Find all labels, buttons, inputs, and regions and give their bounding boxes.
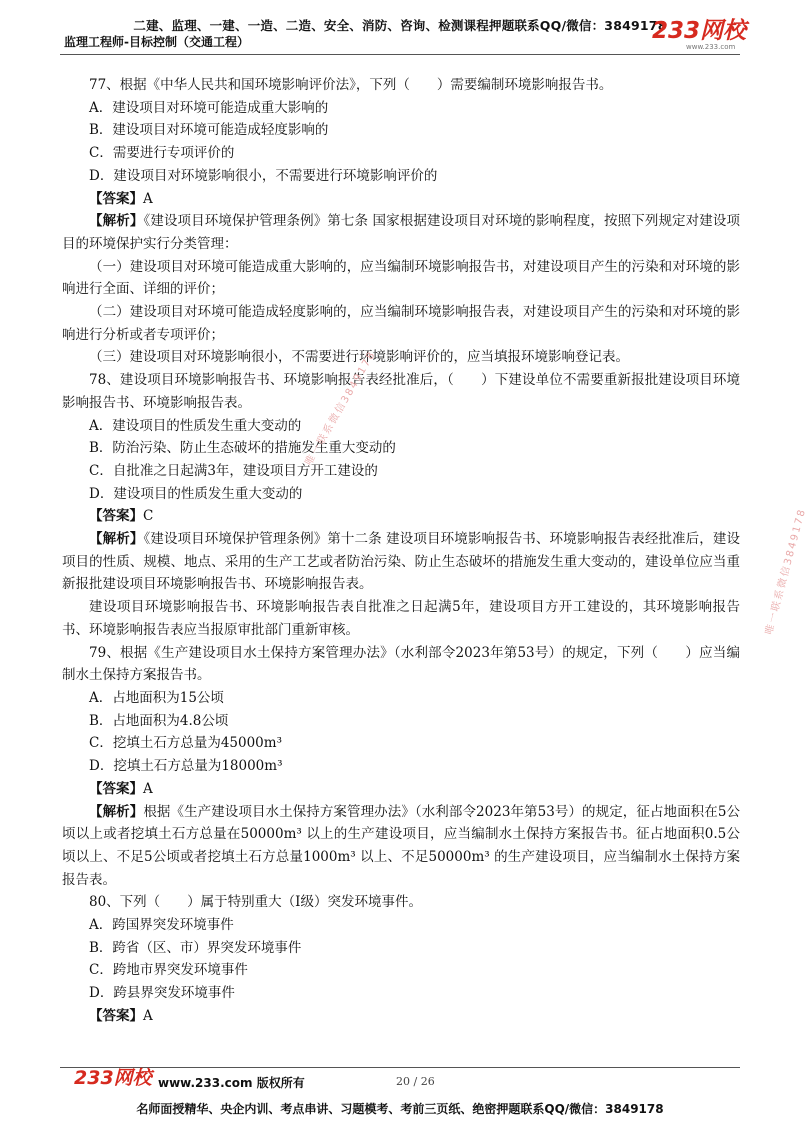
footer-copyright: www.233.com 版权所有 (158, 1076, 305, 1090)
answer-line (62, 505, 740, 528)
paragraph (62, 346, 740, 369)
question-line: 77、根据《中华人民共和国环境影响评价法》，下列（ ）需要编制环境影响报告书。 (89, 77, 613, 93)
option-line: C．挖填土石方总量为45000m³ (89, 735, 282, 752)
answer-value: A (143, 190, 153, 207)
option-line: D．建设项目的性质发生重大变动的 (89, 485, 303, 502)
page-number: 20 / 26 (396, 1075, 435, 1088)
option-line: B．占地面积为4.8公顷 (89, 712, 229, 729)
document-subtitle: 监理工程师-目标控制（交通工程） (64, 35, 249, 49)
option-line: B．建设项目对环境可能造成轻度影响的 (89, 122, 329, 139)
paragraph-text: （二）建设项目对环境可能造成轻度影响的，应当编制环境影响报告表，对建设项目产生的污染和对环境的影响进行分析或者专项评价； (62, 304, 740, 343)
analysis-label: 【解析】 (89, 213, 144, 230)
paragraph (62, 369, 740, 414)
answer-value: C (143, 508, 154, 525)
option-line: A．跨国界突发环境事件 (89, 917, 234, 934)
footer-logo: 233网校 (74, 1067, 152, 1089)
answer-label: 【答案】 (89, 190, 143, 207)
paragraph (62, 642, 740, 687)
option-line: C．自批准之日起满3年，建设项目方开工建设的 (89, 462, 378, 479)
paragraph-text: 79、根据《生产建设项目水土保持方案管理办法》（水利部令2023年第53号）的规定，下列（ ）应当编制水土保持方案报告书。 (62, 644, 740, 684)
footer-divider (60, 1067, 740, 1068)
paragraph-text: 《建设项目环境保护管理条例》第十二条 建设项目环境影响报告书、环境影响报告表经批准后，建设项目的性质、规模、地点、采用的生产工艺或者防治污染、防止生态破坏的措施发生重大变动的，建设单位应当重新报批建设项目环境影响报告书、环境影响报告表。 (62, 531, 741, 593)
paragraph (62, 301, 740, 346)
brand-logo-url: www.233.com (686, 43, 736, 51)
paragraph-text: （三）建设项目对环境影响很小，不需要进行环境影响评价的，应当填报环境影响登记表。 (89, 349, 629, 366)
paragraph-text: 建设项目环境影响报告书、环境影响报告表自批准之日起满5年，建设项目方开工建设的，其环境影响报告书、环境影响报告表应当报原审批部门重新审核。 (62, 599, 740, 638)
header-divider (60, 54, 740, 55)
option-line: A．建设项目对环境可能造成重大影响的 (89, 99, 329, 116)
brand-logo: 233网校 (652, 18, 747, 44)
answer-value: A (143, 780, 153, 797)
analysis-paragraph (62, 801, 740, 892)
option-line: D．建设项目对环境影响很小，不需要进行环境影响评价的 (89, 167, 438, 184)
option-line: B．防治污染、防止生态破坏的措施发生重大变动的 (89, 440, 396, 457)
option-line: D．跨县界突发环境事件 (89, 985, 235, 1002)
question-line: 80、下列（ ）属于特别重大（I级）突发环境事件。 (89, 894, 423, 911)
answer-value: A (143, 1007, 153, 1024)
paragraph-text: 《建设项目环境保护管理条例》第七条 国家根据建设项目对环境的影响程度，按照下列规定对建设项目的环境保护实行分类管理： (62, 213, 741, 252)
option-line: C．需要进行专项评价的 (89, 145, 235, 162)
answer-line (62, 1005, 740, 1028)
answer-label: 【答案】 (89, 508, 143, 525)
header-promo-line: 二建、监理、一建、一造、二造、安全、消防、咨询、检测课程押题联系QQ/微信：3849178 (133, 18, 667, 33)
question-content (62, 74, 740, 1028)
option-line: B．跨省（区、市）界突发环境事件 (89, 939, 302, 956)
paragraph (62, 596, 740, 641)
answer-label: 【答案】 (89, 1007, 143, 1024)
analysis-paragraph (62, 528, 740, 596)
footer-promo-line: 名师面授精华、央企内训、考点串讲、习题模考、考前三页纸、绝密押题联系QQ/微信：3849178 (136, 1102, 664, 1116)
analysis-label: 【解析】 (89, 803, 144, 820)
option-line: A．占地面积为15公顷 (89, 689, 224, 706)
paragraph-text: （一）建设项目对环境可能造成重大影响的，应当编制环境影响报告书，对建设项目产生的污染和对环境的影响进行全面、详细的评价； (62, 258, 740, 298)
paragraph-text: 78、建设项目环境影响报告书、环境影响报告表经批准后，（ ）下建设单位不需要重新报批建设项目环境影响报告书、环境影响报告表。 (62, 372, 740, 411)
option-line: C．跨地市界突发环境事件 (89, 962, 248, 979)
analysis-label: 【解析】 (89, 531, 144, 548)
answer-line (62, 188, 740, 211)
analysis-paragraph (62, 210, 740, 255)
watermark: 唯一联系微信3849178 (303, 348, 379, 468)
paragraph (62, 256, 740, 301)
option-line: D．挖填土石方总量为18000m³ (89, 758, 283, 775)
answer-label: 【答案】 (89, 780, 143, 797)
watermark: 唯一联系微信3849178 (763, 506, 808, 636)
paragraph-text: 根据《生产建设项目水土保持方案管理办法》（水利部令2023年第53号）的规定，征占地面积在5公顷以上或者挖填土石方总量在50000m³ 以上的生产建设项目，应当编制水土保持方案报告书。征占地面积0.5公顷以上、不足5公顷或者挖填土石方总量1000m³ 以上、不足50000m³ 的生产建设项目，应当编制水土保持方案报告表。 (62, 803, 741, 888)
answer-line (62, 778, 740, 801)
option-line: A．建设项目的性质发生重大变动的 (89, 417, 302, 434)
